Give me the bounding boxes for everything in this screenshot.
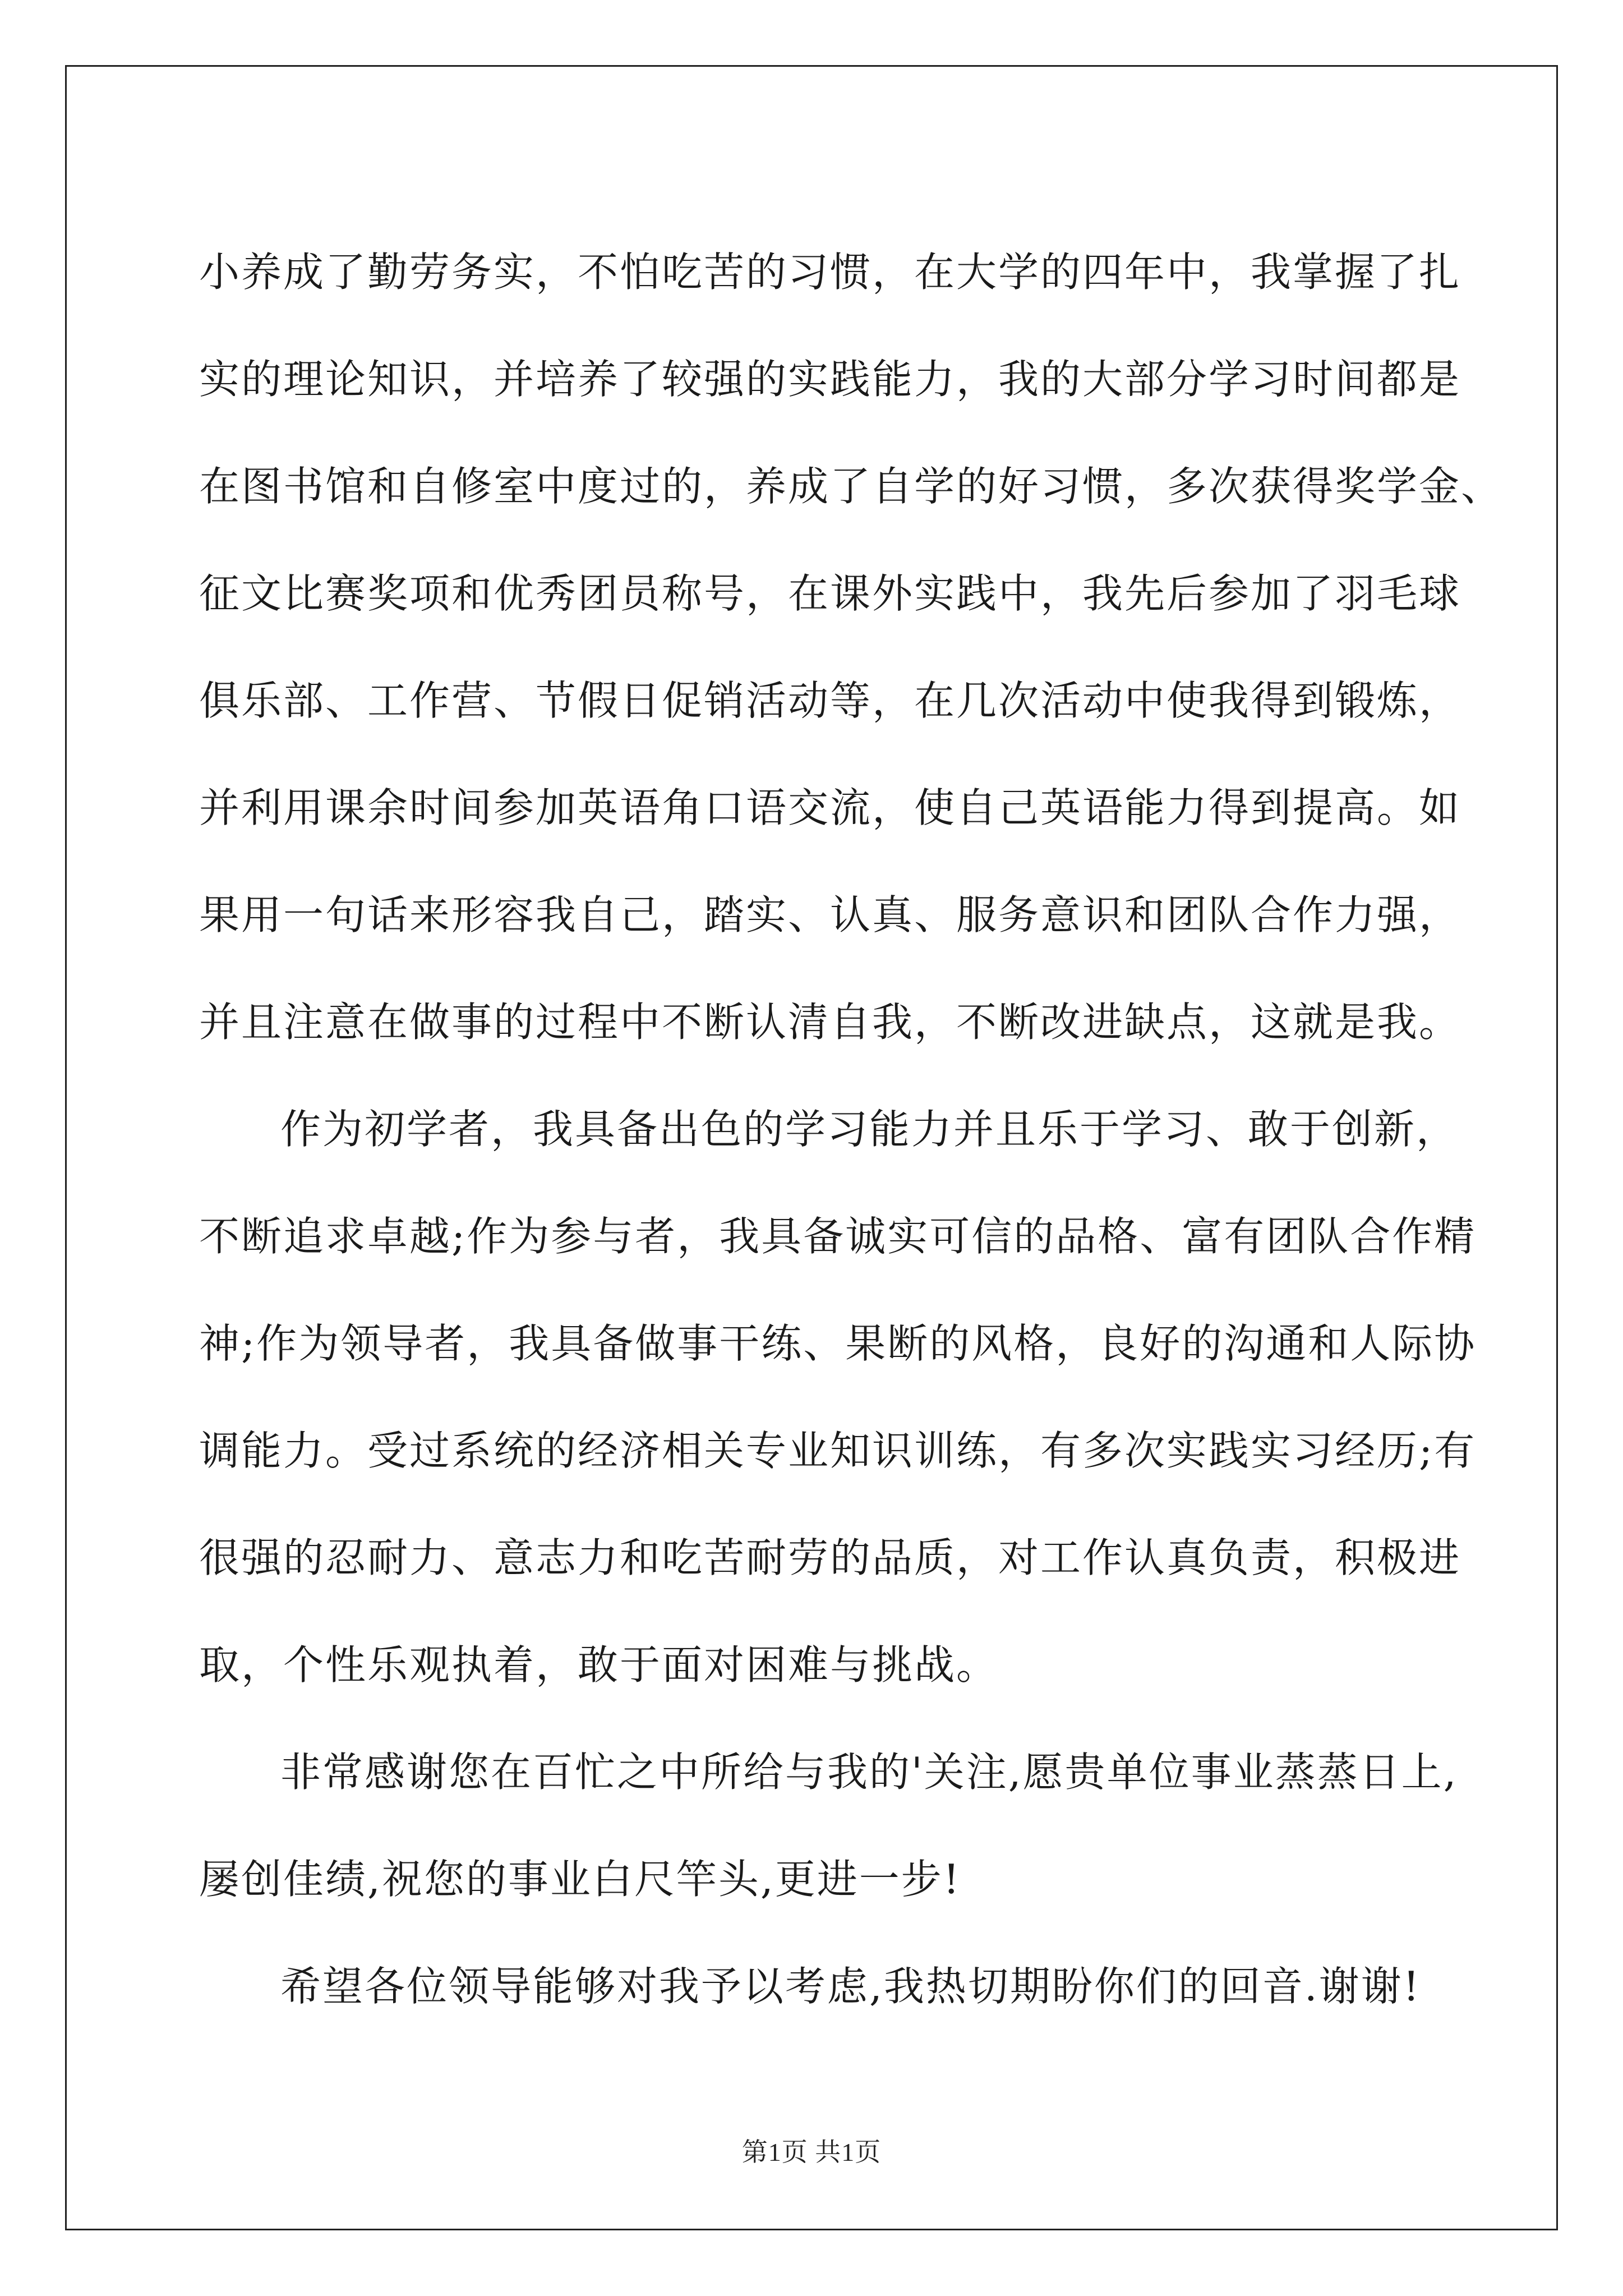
text-line: 很强的忍耐力、意志力和吃苦耐劳的品质，对工作认真负责，积极进 [199, 1534, 1461, 1581]
paragraph-3 [199, 1719, 1458, 1933]
text-line: 屡创佳绩,祝您的事业白尺竿头,更进一步! [199, 1856, 961, 1903]
text-line: 取，个性乐观执着，敢于面对困难与挑战。 [199, 1641, 999, 1688]
text-line: 神;作为领导者，我具备做事干练、果断的风格，良好的沟通和人际协 [199, 1320, 1477, 1367]
text-line: 在图书馆和自修室中度过的，养成了自学的好习惯，多次获得奖学金、 [199, 463, 1504, 510]
text-line: 果用一句话来形容我自己，踏实、认真、服务意识和团队合作力强， [199, 891, 1461, 938]
paragraph-2 [199, 1076, 1477, 1719]
text-line: 俱乐部、工作营、节假日促销活动等，在几次活动中使我得到锻炼， [199, 677, 1461, 724]
text-line: 并且注意在做事的过程中不断认清自我，不断改进缺点，这就是我。 [199, 999, 1461, 1046]
text-line: 小养成了勤劳务实，不怕吃苦的习惯，在大学的四年中，我掌握了扎 [199, 249, 1461, 296]
page-number-footer: 第1页 共1页 [741, 2138, 882, 2166]
paragraph-4 [199, 1933, 1455, 2040]
text-line: 不断追求卓越;作为参与者，我具备诚实可信的品格、富有团队合作精 [199, 1213, 1477, 1260]
text-line: 非常感谢您在百忙之中所给与我的'关注,愿贵单位事业蒸蒸日上, [280, 1749, 1458, 1796]
text-line: 希望各位领导能够对我予以考虑,我热切期盼你们的回音.谢谢! [280, 1963, 1421, 2010]
document-body [199, 219, 1504, 2040]
text-line: 调能力。受过系统的经济相关专业知识训练，有多次实践实习经历;有 [199, 1427, 1477, 1474]
paragraph-1 [199, 219, 1504, 1076]
text-line: 征文比赛奖项和优秀团员称号，在课外实践中，我先后参加了羽毛球 [199, 570, 1461, 617]
text-line: 并利用课余时间参加英语角口语交流，使自己英语能力得到提高。如 [199, 784, 1461, 831]
text-line: 实的理论知识，并培养了较强的实践能力，我的大部分学习时间都是 [199, 356, 1461, 403]
text-line: 作为初学者，我具备出色的学习能力并且乐于学习、敢于创新， [280, 1106, 1459, 1153]
